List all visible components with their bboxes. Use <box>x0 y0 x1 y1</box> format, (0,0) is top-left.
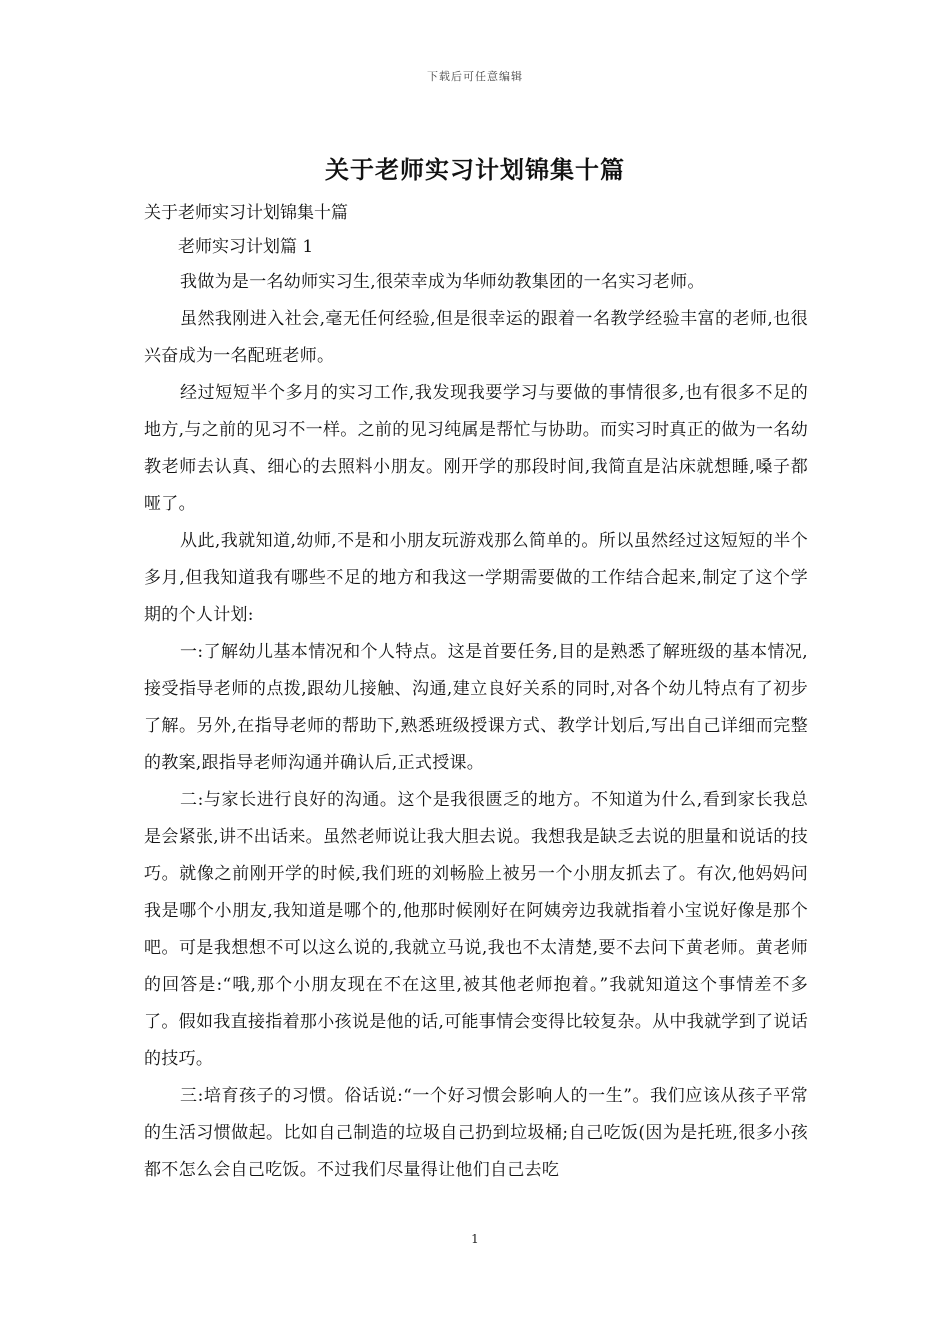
document-body <box>144 196 808 1189</box>
paragraph-plan-item-3: 三:培育孩子的习惯。俗话说:“一个好习惯会影响人的一生”。我们应该从孩子平常的生活习惯做起。比如自己制造的垃圾自己扔到垃圾桶;自己吃饭(因为是托班,很多小孩都不怎么会自己吃饭。不过我们尽量得让他们自己去吃 <box>144 1086 808 1180</box>
paragraph-intro: 我做为是一名幼师实习生,很荣幸成为华师幼教集团的一名实习老师。 <box>180 272 705 292</box>
document-subtitle: 关于老师实习计划锦集十篇 <box>144 203 348 223</box>
paragraph-plan-item-1: 一:了解幼儿基本情况和个人特点。这是首要任务,目的是熟悉了解班级的基本情况,接受指导老师的点拨,跟幼儿接触、沟通,建立良好关系的同时,对各个幼儿特点有了初步了解。另外,在指导老师的帮助下,熟悉班级授课方式、教学计划后,写出自己详细而完整的教案,跟指导老师沟通并确认后,正式授课。 <box>144 642 808 773</box>
page-number: 1 <box>471 1232 479 1246</box>
paragraph-experience: 虽然我刚进入社会,毫无任何经验,但是很幸运的跟着一名教学经验丰富的老师,也很兴奋成为一名配班老师。 <box>144 309 808 366</box>
document-title: 关于老师实习计划锦集十篇 <box>325 155 625 184</box>
paragraph-plan-item-2: 二:与家长进行良好的沟通。这个是我很匮乏的地方。不知道为什么,看到家长我总是会紧张,讲不出话来。虽然老师说让我大胆去说。我想我是缺乏去说的胆量和说话的技巧。就像之前刚开学的时候,我们班的刘畅脸上被另一个小朋友抓去了。有次,他妈妈问我是哪个小朋友,我知道是哪个的,他那时候刚好在阿姨旁边我就指着小宝说好像是那个吧。可是我想想不可以这么说的,我就立马说,我也不太清楚,要不去问下黄老师。黄老师的回答是:“哦,那个小朋友现在不在这里,被其他老师抱着。”我就知道这个事情差不多了。假如我直接指着那小孩说是他的话,可能事情会变得比较复杂。从中我就学到了说话的技巧。 <box>144 790 808 1069</box>
paragraph-reflection: 经过短短半个多月的实习工作,我发现我要学习与要做的事情很多,也有很多不足的地方,与之前的见习不一样。之前的见习纯属是帮忙与协助。而实习时真正的做为一名幼教老师去认真、细心的去照料小朋友。刚开学的那段时间,我简直是沾床就想睡,嗓子都哑了。 <box>144 383 808 514</box>
page-header: 下载后可任意编辑 <box>427 70 523 83</box>
section-heading: 老师实习计划篇 1 <box>178 237 314 257</box>
paragraph-plan-intro: 从此,我就知道,幼师,不是和小朋友玩游戏那么简单的。所以虽然经过这短短的半个多月,但我知道我有哪些不足的地方和我这一学期需要做的工作结合起来,制定了这个学期的个人计划: <box>144 531 808 625</box>
